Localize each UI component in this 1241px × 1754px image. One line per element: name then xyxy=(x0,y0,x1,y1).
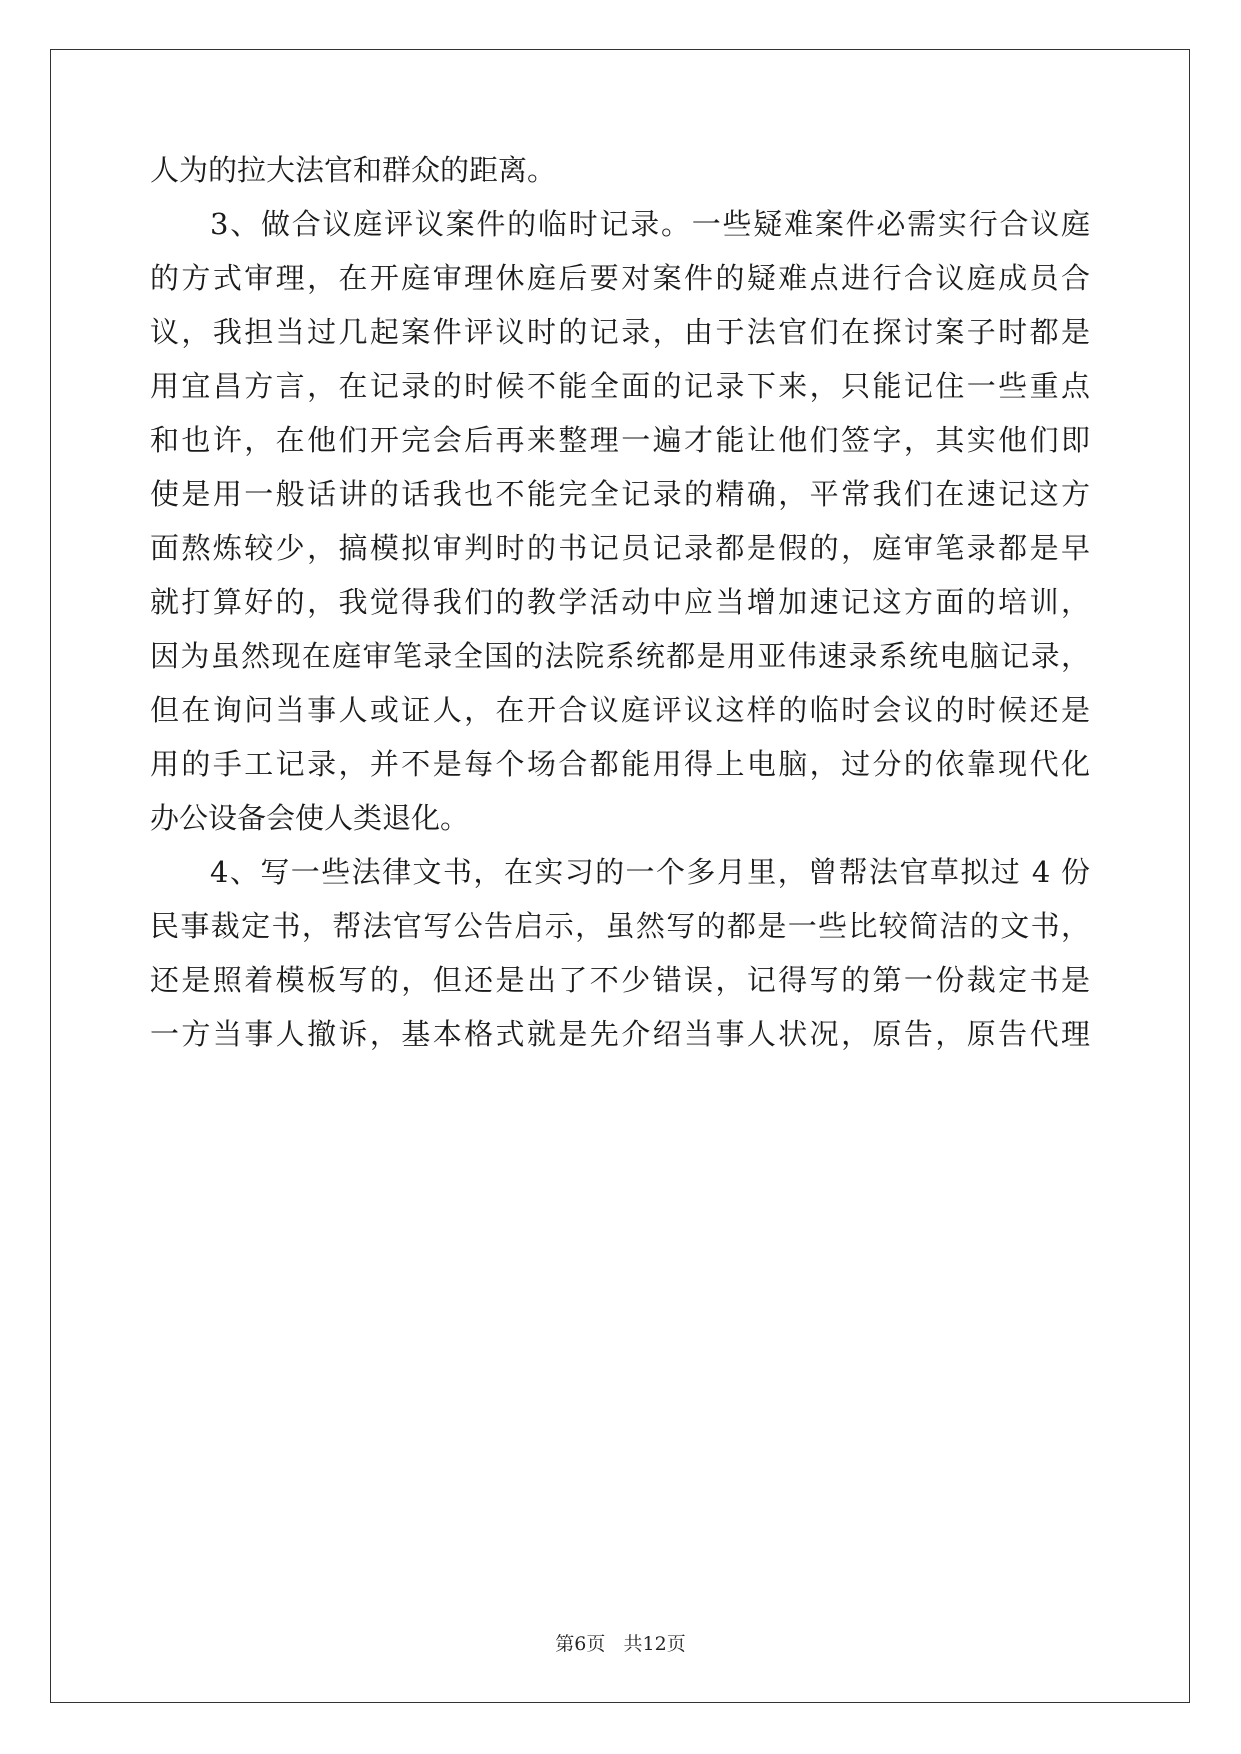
text-line: 用的手工记录，并不是每个场合都能用得上电脑，过分的依靠现代化 xyxy=(150,747,1090,781)
text-line: 的方式审理，在开庭审理休庭后要对案件的疑难点进行合议庭成员合 xyxy=(150,261,1090,295)
total-pages: 共12页 xyxy=(623,1633,686,1655)
text-line: 3、做合议庭评议案件的临时记录。一些疑难案件必需实行合议庭 xyxy=(210,207,1090,241)
text-line: 使是用一般话讲的话我也不能完全记录的精确，平常我们在速记这方 xyxy=(150,477,1090,511)
text-line: 面熬炼较少，搞模拟审判时的书记员记录都是假的，庭审笔录都是早 xyxy=(150,531,1090,565)
text-line: 一方当事人撤诉，基本格式就是先介绍当事人状况，原告，原告代理 xyxy=(150,1017,1090,1051)
text-line: 办公设备会使人类退化。 xyxy=(150,801,470,835)
text-line: 因为虽然现在庭审笔录全国的法院系统都是用亚伟速录系统电脑记录， xyxy=(150,639,1090,673)
page-number: 第6页 xyxy=(555,1633,606,1655)
text-line: 议，我担当过几起案件评议时的记录，由于法官们在探讨案子时都是 xyxy=(150,315,1090,349)
text-line: 人为的拉大法官和群众的距离。 xyxy=(150,153,557,187)
text-line: 就打算好的，我觉得我们的教学活动中应当增加速记这方面的培训， xyxy=(150,585,1090,619)
page-footer xyxy=(0,1632,1241,1656)
text-line: 但在询问当事人或证人，在开合议庭评议这样的临时会议的时候还是 xyxy=(150,693,1090,727)
text-line: 还是照着模板写的，但还是出了不少错误，记得写的第一份裁定书是 xyxy=(150,963,1090,997)
text-line: 4、写一些法律文书，在实习的一个多月里，曾帮法官草拟过 4 份 xyxy=(210,855,1090,889)
text-line: 和也许，在他们开完会后再来整理一遍才能让他们签字，其实他们即 xyxy=(150,423,1090,457)
text-line: 民事裁定书，帮法官写公告启示，虽然写的都是一些比较简洁的文书， xyxy=(150,909,1090,943)
text-line: 用宜昌方言，在记录的时候不能全面的记录下来，只能记住一些重点 xyxy=(150,369,1090,403)
